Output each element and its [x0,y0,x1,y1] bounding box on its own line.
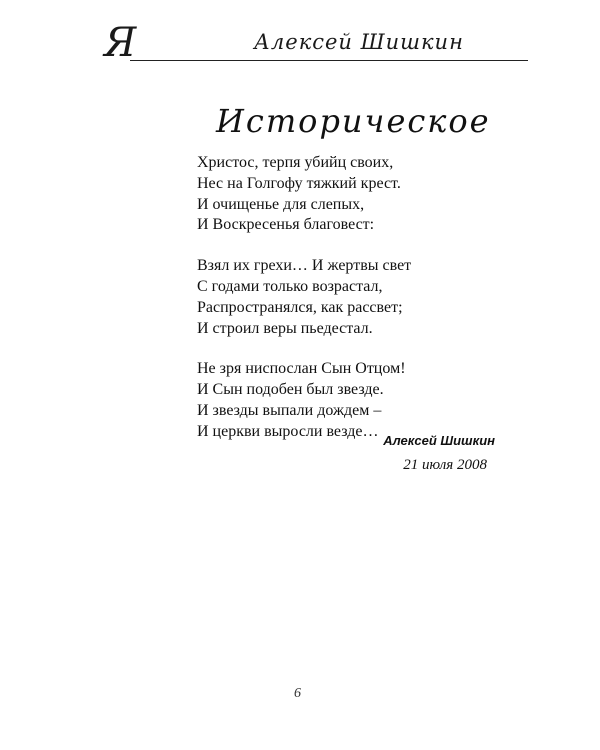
poem-body [197,153,411,463]
poem-line: Распространялся, как рассвет; [197,298,403,316]
stanza-2 [197,256,411,339]
poem-line: Не зря ниспослан Сын Отцом! [197,360,406,378]
poem-line: И Воскресенья благовест: [197,216,375,234]
header-author-name: Алексей Шишкин [248,30,470,54]
poem-line: И очищенье для слепых, [197,195,365,213]
poem-line: И звезды выпали дождем – [197,401,382,419]
header-rule [130,60,528,61]
running-header [100,20,528,70]
poem-line: С годами только возрастал, [197,277,383,295]
poem-line: И церкви выросли везде… [197,422,379,440]
poem-line: И Сын подобен был звезде. [197,381,384,399]
poem-line: И строил веры пьедестал. [197,319,373,337]
poem-date: 21 июля 2008 [403,457,487,473]
stanza-3 [197,359,411,442]
poem-line: Нес на Голгофу тяжкий крест. [197,174,401,192]
page-number: 6 [294,686,301,701]
poem-signature: Алексей Шишкин [383,433,495,448]
poem-line: Христос, терпя убийц своих, [197,154,394,171]
poem-title: Историческое [216,102,491,140]
stanza-1 [197,153,411,236]
poem-line: Взял их грехи… И жертвы свет [197,257,412,275]
header-initial-letter: Я [104,20,137,66]
